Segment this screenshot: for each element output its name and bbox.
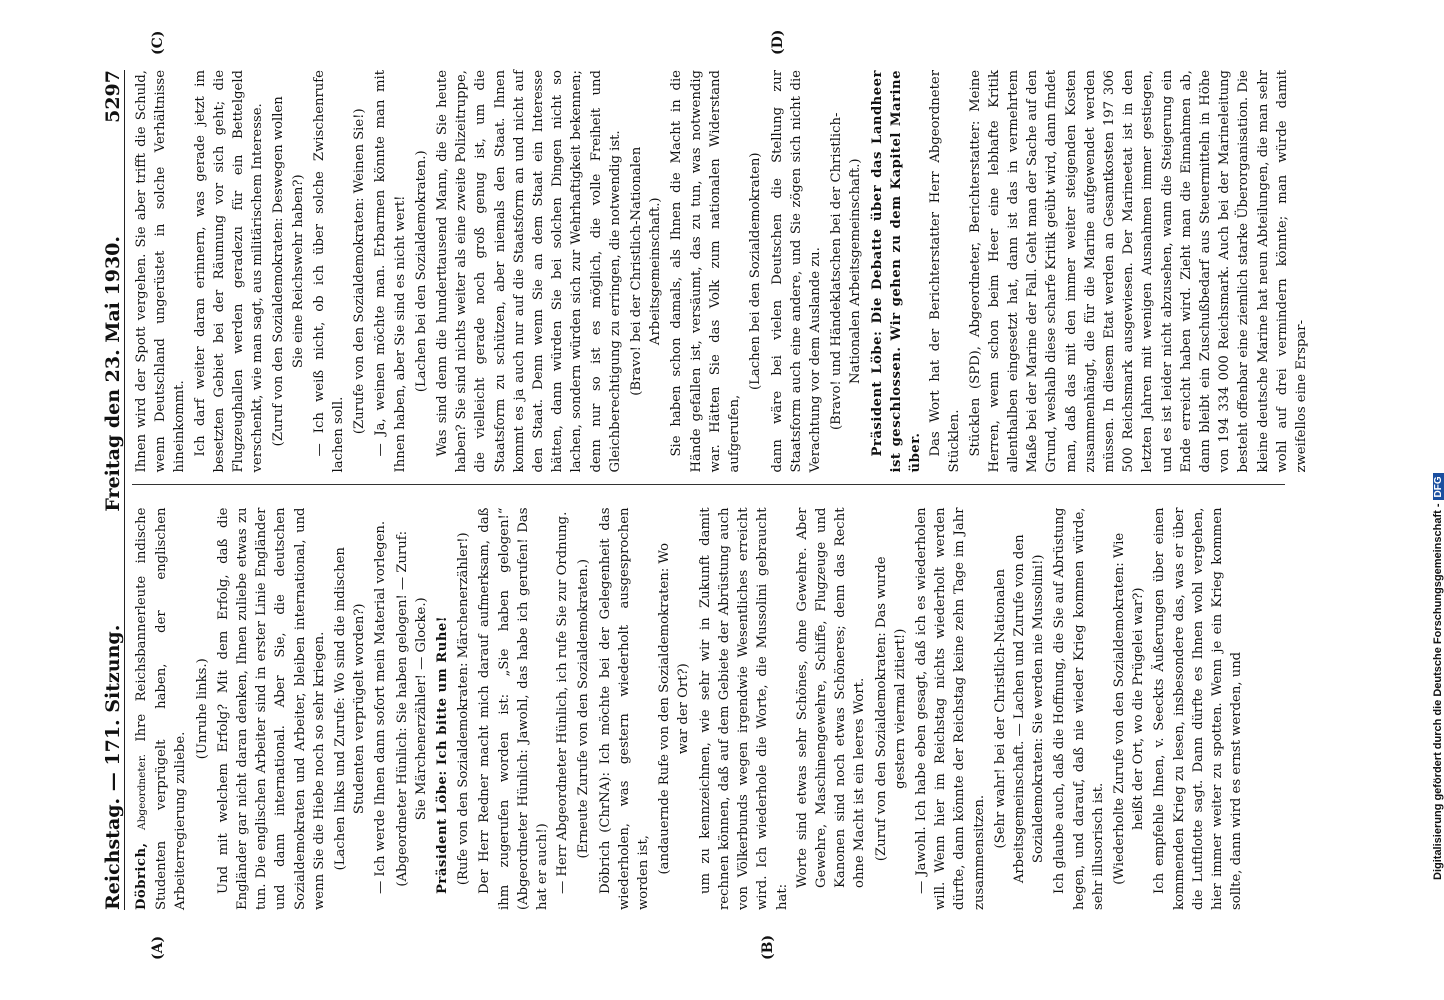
speaker-role: Abgeordneter. — [136, 754, 148, 830]
interjection: (Abgeordneter Hünlich: Sie haben gelogen! — Zuruf: Sie Märchenerzähler! — Glocke.) — [394, 530, 429, 887]
funding-note — [1408, 0, 1444, 1000]
speaker-name: Döbrich, — [134, 842, 149, 910]
paragraph: — Jawohl. Ich habe eben gesagt, daß ich es wiederholen will. Wenn hier im Reichstag nichts wiederholt werden dürfte, dann könnte der Reichstag keine zehn Tage im Jahr zusammensitzen. — [913, 507, 987, 910]
column-right — [132, 70, 1309, 486]
interjection: (Rufe von den Sozialdemokraten: Märchenerzähler!) — [456, 532, 472, 886]
marker-d: (D) — [770, 29, 786, 55]
paragraph: Und mit welchem Erfolg? Mit dem Erfolg, daß die Engländer gar nicht daran denken, Ihnen zuliebe etwas zu tun. Die englischen Arbeiter sind in erster Linie Engländer und dann international. Aber Sie, die deutschen Sozialdemokraten und Arbeiter, bleiben international, und wenn Sie die Hiebe noch so sehr kriegen. — [215, 507, 327, 910]
interjection: (Sehr wahr! bei der Christlich-Nationalen Arbeitsgemeinschaft. — Lachen und Zurufe von den Sozialdemokraten: Sie werden nie Mussolini!) — [992, 534, 1047, 884]
interjection: (Bravo! und Händeklatschen bei der Christlich-Nationalen Arbeitsgemeinschaft.) — [829, 112, 864, 430]
page-number: 5297 — [102, 70, 124, 123]
header-left: Reichstag. — 171. Sitzung. — [102, 624, 124, 910]
marker-c: (C) — [150, 30, 166, 55]
interjection: (Bravo! bei der Christlich-Nationalen Arbeitsgemeinschaft.) — [629, 146, 664, 396]
president-remark: Präsident Löbe: Ich bitte um Ruhe! — [435, 615, 451, 894]
paragraph: um zu kennzeichnen, wie sehr wir in Zukunft damit rechnen können, daß auf dem Gebiete der Abrüstung auch von Völkerbunds wegen irgendwie Wesentliches erreicht wird. Ich wiederhole die Worte, die Mussolini gebraucht hat: — [697, 507, 790, 910]
column-left — [132, 508, 1285, 911]
paragraph: — Ich werde Ihnen dann sofort mein Material vorlegen. — [373, 520, 389, 894]
interjection: (Unruhe links.) — [194, 658, 210, 760]
marker-a: (A) — [150, 935, 166, 960]
paragraph: — Herr Abgeordneter Hünlich, ich rufe Sie zur Ordnung. — [555, 511, 571, 894]
interjection: (Lachen bei den Sozialdemokraten.) — [413, 150, 429, 393]
interjection: (Lachen bei den Sozialdemokraten) — [748, 152, 764, 391]
quotation: Worte sind etwas sehr Schönes, ohne Gewehre. Aber Gewehre, Maschinengewehre, Schiffe, Flugzeuge und Kanonen sind noch etwas Schöneres; denn das Recht ohne Macht ist ein leeres Wort. — [794, 507, 868, 888]
paragraph: Was sind denn die hunderttausend Mann, die Sie heute haben? Sie sind nichts weiter als eine zweite Polizeitruppe, die vielleicht gerade noch groß genug ist, um die Staatsform zu schützen, aber niemals den Staat. Ihnen kommt es ja auch nur auf die Staatsform an und nicht auf den Staat. Denn wenn Sie an dem Staat ein Interesse hätten, dann würden Sie bei solchen Dingen nicht so lachen, sondern würden sich zur Wehrhaftigkeit bekennen; denn nur so ist es möglich, die volle Freiheit und Gleichberechtigung zu erringen, die notwendig ist. — [435, 70, 623, 473]
paragraph: Ich darf weiter daran erinnern, was gerade jetzt im besetzten Gebiet bei der Räumung vor sich geht; die Flugzeughallen werden geradezu für ein Bettelgeld verschenkt, wie man sagt, aus militärischem Interesse. — [192, 70, 266, 473]
funding-text — [1432, 0, 1444, 880]
interjection: (Zuruf von den Sozialdemokraten: Das wurde gestern viermal zitiert!) — [873, 556, 908, 862]
paragraph: Ihnen wird der Spott vergehen. Sie aber trifft die Schuld, wenn Deutschland ungerüstet in solche Verhältnisse hineinkommt. — [134, 70, 188, 473]
paragraph: Ich glaube auch, daß die Hoffnung, die Sie auf Abrüstung hegen, und darauf, daß nie wieder Krieg kommen würde, sehr illusorisch ist. — [1052, 507, 1106, 910]
interjection: (Lachen links und Zurufe: Wo sind die indischen Studenten verprügelt worden?) — [333, 547, 368, 871]
interjection: (Zuruf von den Sozialdemokraten: Deswegen wollen Sie eine Reichswehr haben?) — [271, 96, 306, 447]
interjection: (Zurufe von den Sozialdemokraten: Weinen Sie!) — [352, 108, 368, 435]
interjection: (Erneute Zurufe von den Sozialdemokraten.) — [576, 559, 592, 859]
interjection: (Wiederholte Zurufe von den Sozialdemokraten: Wie heißt der Ort, wo die Prügelei war?) — [1111, 532, 1147, 885]
paragraph — [132, 508, 191, 911]
paragraph: Sie haben schon damals, als Ihnen die Macht in die Hände gefallen ist, versäumt, das zu tun, was notwendig war. Hätten Sie das Volk zum nationalen Widerstand aufgerufen, — [669, 70, 743, 473]
marker-b: (B) — [760, 934, 776, 960]
funding-statement: Digitalisierung gefördert durch die Deutsche Forschungsgemeinschaft - — [1432, 503, 1444, 880]
interjection: (andauernde Rufe von den Sozialdemokraten: Wo war der Ort?) — [657, 542, 692, 875]
header-center: Freitag den 23. Mai 1930. — [102, 235, 124, 512]
paragraph: Der Herr Redner macht mich darauf aufmerksam, daß ihm zugerufen worden ist: „Sie haben gelogen!“ (Abgeordneter Hünlich: Jawohl, das habe ich gerufen! Das hat er auch!) — [477, 507, 551, 910]
paragraph: — Ja, weinen möchte man. Erbarmen könnte man mit Ihnen haben, aber Sie sind es nicht wert! — [373, 70, 408, 473]
paragraph: — Ich weiß nicht, ob ich über solche Zwischenrufe lachen soll. — [311, 70, 347, 473]
paragraph: Das Wort hat der Berichterstatter Herr Abgeordneter Stücklen. — [928, 70, 963, 473]
paragraph: Stücklen (SPD), Abgeordneter, Berichterstatter: Meine Herren, wenn schon beim Heer eine lebhafte Kritik allenthalben eingesetzt hat, dann ist das in vermehrtem Maße bei der Marine der Fall. Geht man der Sache auf den Grund, weshalb diese scharfe Kritik geübt wird, dann findet man, daß das mit den immer weiter steigenden Kosten zusammenhängt, die für die Marine aufgewendet werden müssen. In diesem Etat werden an Gesamtkosten 197 306 500 Reichsmark ausgewiesen. Der Marineetat ist in den letzten Jahren mit wenigen Ausnahmen immer gestiegen, und es ist leider nicht abzusehen, wann die Steigerung ein Ende erreicht haben wird. Zieht man die Einnahmen ab, dann bleibt ein Zuschußbedarf aus Steuermitteln in Höhe von 194 334 000 Reichsmark. Auch bei der Marineleitung besteht offenbar eine ziemlich starke Überorganisation. Die kleine deutsche Marine hat neun Abteilungen, die man sehr wohl auf drei vermindern könnte; man würde damit zweifellos eine Erspar- — [967, 70, 1309, 473]
paragraph: Döbrich (ChrNA): Ich möchte bei der Gelegenheit das wiederholen, was gestern wiederholt ausgesprochen worden ist, — [597, 507, 652, 910]
dfg-logo: DFG — [1433, 473, 1444, 500]
text-columns — [132, 70, 1309, 910]
page-header — [90, 70, 125, 910]
paragraph: dann wäre bei vielen Deutschen die Stellung zur Staatsform auch eine andere, und Sie zögen sich nicht die Verachtung vor dem Auslande zu. — [769, 70, 823, 473]
paragraph: Ich empfehle Ihnen, v. Seeckts Äußerungen über einen kommenden Krieg zu lesen, insbesondere das, was er über die Luftflotte sagt. Dann dürfte es Ihnen wohl vergehen, hier immer weiter zu spotten. Wenn je ein Krieg kommen sollte, dann wird es ernst werden, und — [1152, 507, 1245, 910]
paragraph-text: Ihre Reichsbannerleute indische Studenten verprügelt haben, der englischen Arbeiterregierung zuliebe. — [134, 507, 189, 910]
president-remark: Präsident Löbe: Die Debatte über das Landheer ist geschlossen. Wir gehen zu dem Kapitel Marine über. — [869, 70, 923, 473]
